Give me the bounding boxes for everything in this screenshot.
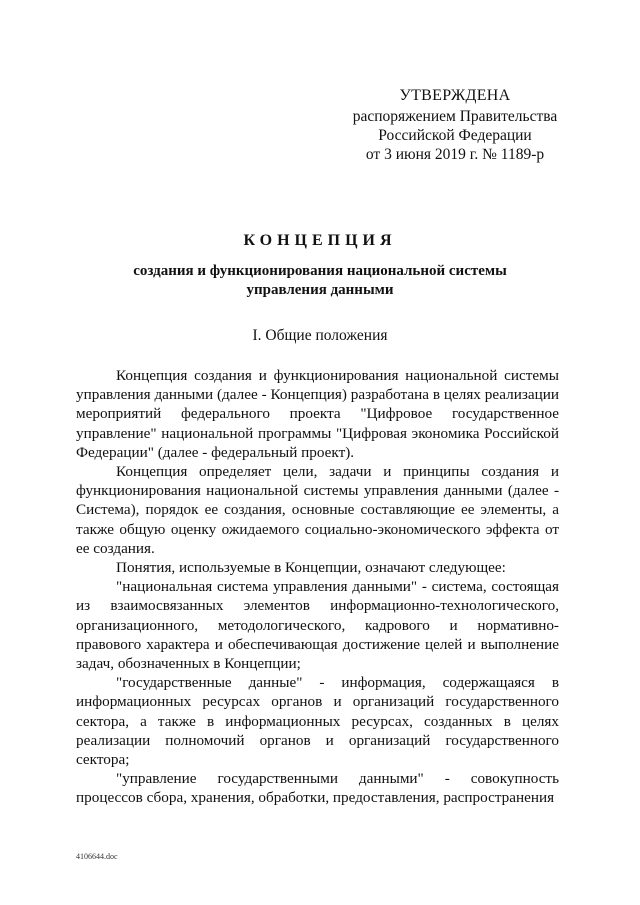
paragraph-4: "национальная система управления данными" - система, состоящая из взаимосвязанных элементов информационно-технологического, организационного, методологического, кадрового и нормативно-правового характера и обеспечивающая достижение целей и выполнение задач, обозначенных в Концепции; (76, 578, 559, 673)
approval-line-2: Российской Федерации (378, 127, 532, 144)
paragraph-6: "управление государственными данными" - совокупность процессов сбора, хранения, обработки, предоставления, распространения (76, 770, 559, 807)
approval-stamp (330, 86, 580, 164)
subtitle-line-1: создания и функционирования национальной системы (133, 263, 507, 279)
section-heading: I. Общие положения (252, 327, 388, 344)
body-text (76, 366, 559, 808)
approval-title: УТВЕРЖДЕНА (399, 87, 511, 104)
paragraph-5: "государственные данные" - информация, содержащаяся в информационных ресурсах органов и организаций государственного сектора, а также в информационных ресурсах, созданных в целях реализации полномочий органов и организаций государственного сектора; (76, 674, 559, 769)
footer-filename: 4106644.doc (76, 852, 118, 861)
document-subtitle (100, 262, 540, 300)
paragraph-1: Концепция создания и функционирования национальной системы управления данными (далее - Концепция) разработана в целях реализации мероприятий федерального проекта "Цифровое государственное управление" национальной программы "Цифровая экономика Российской Федерации" (далее - федеральный проект). (76, 367, 559, 461)
approval-line-3: от 3 июня 2019 г. № 1189-р (365, 146, 545, 163)
paragraph-2: Концепция определяет цели, задачи и принципы создания и функционирования национальной системы управления данными (далее - Система), порядок ее создания, основные составляющие ее элементы, а также общую оценку ожидаемого социально-экономического эффекта от ее создания. (76, 463, 559, 557)
paragraph-3: Понятия, используемые в Концепции, означают следующее: (116, 559, 506, 577)
subtitle-line-2: управления данными (246, 282, 394, 298)
document-title: КОНЦЕПЦИЯ (243, 232, 397, 249)
approval-line-1: распоряжением Правительства (352, 108, 558, 125)
